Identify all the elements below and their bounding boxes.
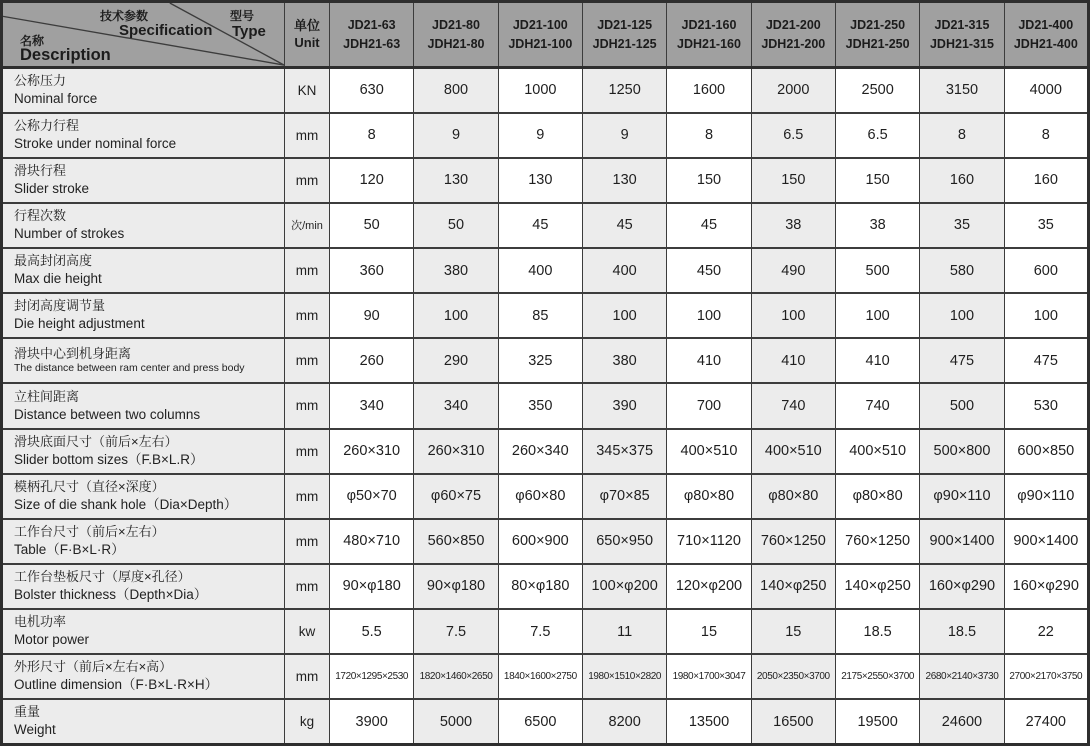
unit-cell: mm	[285, 519, 330, 564]
value-cell: 6500	[498, 699, 582, 744]
value-cell: 400×510	[835, 429, 919, 474]
row-label-zh: 公称力行程	[14, 117, 80, 133]
table-row	[2, 293, 1089, 338]
model-line1: JD21-63	[347, 18, 396, 33]
value-cell: 8	[1004, 113, 1088, 158]
row-label-en: Motor power	[14, 632, 90, 648]
value-cell: 400×510	[667, 429, 751, 474]
row-label-zh: 行程次数	[14, 208, 67, 224]
value-cell: 45	[582, 203, 666, 248]
value-cell: 11	[582, 609, 666, 654]
value-cell: 1820×1460×2650	[414, 654, 498, 699]
model-line1: JD21-125	[597, 18, 653, 33]
value-cell: 475	[1004, 338, 1088, 383]
value-cell: 160	[920, 158, 1004, 203]
type-label-zh: 型号	[230, 9, 255, 23]
value-cell: 120	[330, 158, 414, 203]
value-cell: 27400	[1004, 699, 1088, 744]
table-row	[2, 654, 1089, 699]
row-label	[2, 474, 285, 519]
unit-cell: mm	[285, 474, 330, 519]
table-row	[2, 158, 1089, 203]
model-line2: JDH21-63	[343, 36, 401, 51]
unit-label-zh: 单位	[293, 17, 320, 33]
value-cell: 710×1120	[667, 519, 751, 564]
value-cell: 100	[835, 293, 919, 338]
value-cell: 390	[582, 383, 666, 428]
model-line2: JDH21-250	[845, 36, 910, 51]
value-cell: 50	[414, 203, 498, 248]
value-cell: 260×340	[498, 429, 582, 474]
row-label	[2, 654, 285, 699]
value-cell: φ90×110	[920, 474, 1004, 519]
value-cell: 38	[751, 203, 835, 248]
value-cell: 530	[1004, 383, 1088, 428]
row-label-en: Table（F·B×L·R）	[14, 541, 125, 557]
value-cell: 5000	[414, 699, 498, 744]
unit-cell: mm	[285, 338, 330, 383]
value-cell: 740	[751, 383, 835, 428]
table-row	[2, 68, 1089, 113]
row-label	[2, 158, 285, 203]
value-cell: 410	[667, 338, 751, 383]
value-cell: 800	[414, 68, 498, 113]
value-cell: 100	[1004, 293, 1088, 338]
value-cell: 9	[498, 113, 582, 158]
row-label-zh: 模柄孔尺寸（直径×深度）	[14, 478, 165, 494]
value-cell: 600×900	[498, 519, 582, 564]
unit-cell: mm	[285, 564, 330, 609]
row-label	[2, 248, 285, 293]
value-cell: 85	[498, 293, 582, 338]
value-cell: 325	[498, 338, 582, 383]
model-line1: JD21-100	[512, 18, 568, 33]
model-line1: JD21-160	[681, 18, 737, 33]
value-cell: 50	[330, 203, 414, 248]
value-cell: 8	[667, 113, 751, 158]
row-label-zh: 工作台垫板尺寸（厚度×孔径）	[14, 569, 191, 585]
value-cell: 380	[414, 248, 498, 293]
row-label-en: Max die height	[14, 271, 102, 287]
value-cell: φ80×80	[667, 474, 751, 519]
value-cell: 480×710	[330, 519, 414, 564]
table-row	[2, 429, 1089, 474]
value-cell: 5.5	[330, 609, 414, 654]
row-label-en: Distance between two columns	[14, 406, 201, 422]
value-cell: 13500	[667, 699, 751, 744]
value-cell: 120×φ200	[667, 564, 751, 609]
value-cell: 15	[751, 609, 835, 654]
value-cell: φ70×85	[582, 474, 666, 519]
row-label-en: The distance between ram center and press body	[14, 362, 245, 375]
unit-cell: mm	[285, 429, 330, 474]
value-cell: 150	[835, 158, 919, 203]
value-cell: 3150	[920, 68, 1004, 113]
value-cell: 3900	[330, 699, 414, 744]
row-label-en: Outline dimension（F·B×L·R×H）	[14, 677, 219, 693]
value-cell: 900×1400	[920, 519, 1004, 564]
row-label	[2, 68, 285, 113]
row-label-zh: 外形尺寸（前后×左右×高）	[14, 659, 173, 675]
value-cell: 340	[330, 383, 414, 428]
value-cell: 100×φ200	[582, 564, 666, 609]
value-cell: 410	[751, 338, 835, 383]
unit-cell: KN	[285, 68, 330, 113]
value-cell: 80×φ180	[498, 564, 582, 609]
model-line2: JDH21-80	[427, 36, 485, 51]
value-cell: 18.5	[920, 609, 1004, 654]
unit-cell: mm	[285, 113, 330, 158]
model-line2: JDH21-125	[592, 36, 657, 51]
model-line1: JD21-200	[765, 18, 821, 33]
row-label-zh: 滑块底面尺寸（前后×左右）	[14, 433, 178, 449]
row-label-zh: 公称压力	[14, 73, 67, 89]
value-cell: 90×φ180	[330, 564, 414, 609]
row-label	[2, 293, 285, 338]
row-label-zh: 工作台尺寸（前后×左右）	[14, 524, 165, 540]
value-cell: 2000	[751, 68, 835, 113]
value-cell: 6.5	[751, 113, 835, 158]
table-row	[2, 474, 1089, 519]
value-cell: 22	[1004, 609, 1088, 654]
value-cell: 8	[330, 113, 414, 158]
value-cell: 760×1250	[835, 519, 919, 564]
value-cell: 400	[582, 248, 666, 293]
value-cell: 130	[582, 158, 666, 203]
value-cell: 1600	[667, 68, 751, 113]
value-cell: 16500	[751, 699, 835, 744]
value-cell: 1980×1700×3047	[667, 654, 751, 699]
row-label	[2, 519, 285, 564]
table-row	[2, 248, 1089, 293]
value-cell: 2175×2550×3700	[835, 654, 919, 699]
value-cell: 2500	[835, 68, 919, 113]
row-label-en: Number of strokes	[14, 226, 125, 242]
model-header-jd21-200	[751, 2, 835, 68]
value-cell: 340	[414, 383, 498, 428]
value-cell: 45	[667, 203, 751, 248]
unit-label-en: Unit	[294, 34, 320, 50]
row-label-en: Slider bottom sizes（F.B×L.R）	[14, 451, 204, 467]
model-line1: JD21-400	[1018, 18, 1074, 33]
table-row	[2, 338, 1089, 383]
row-label	[2, 113, 285, 158]
value-cell: 100	[414, 293, 498, 338]
row-label-en: Stroke under nominal force	[14, 135, 177, 151]
model-header-jd21-100	[498, 2, 582, 68]
spec-label-en: Specification	[119, 22, 213, 39]
value-cell: 410	[835, 338, 919, 383]
row-label-zh: 重量	[14, 704, 41, 720]
value-cell: 8200	[582, 699, 666, 744]
row-label	[2, 564, 285, 609]
model-line1: JD21-80	[432, 18, 480, 33]
value-cell: 100	[667, 293, 751, 338]
value-cell: 100	[582, 293, 666, 338]
row-label-zh: 最高封闭高度	[14, 253, 93, 269]
unit-cell: mm	[285, 654, 330, 699]
type-label-en: Type	[232, 23, 266, 40]
value-cell: 600×850	[1004, 429, 1088, 474]
row-label-zh: 立柱间距离	[14, 388, 80, 404]
value-cell: φ80×80	[835, 474, 919, 519]
value-cell: 260×310	[330, 429, 414, 474]
table-row	[2, 383, 1089, 428]
unit-cell: 次/min	[285, 203, 330, 248]
value-cell: 90×φ180	[414, 564, 498, 609]
model-line1: JD21-315	[934, 18, 990, 33]
model-line2: JDH21-400	[1013, 36, 1078, 51]
value-cell: 24600	[920, 699, 1004, 744]
value-cell: 500	[835, 248, 919, 293]
value-cell: 6.5	[835, 113, 919, 158]
value-cell: 350	[498, 383, 582, 428]
value-cell: 35	[920, 203, 1004, 248]
value-cell: 2050×2350×3700	[751, 654, 835, 699]
unit-cell: mm	[285, 293, 330, 338]
model-header-jd21-80	[414, 2, 498, 68]
unit-header-cell	[285, 2, 330, 68]
row-label	[2, 338, 285, 383]
value-cell: 150	[667, 158, 751, 203]
value-cell: 450	[667, 248, 751, 293]
value-cell: 45	[498, 203, 582, 248]
value-cell: φ80×80	[751, 474, 835, 519]
value-cell: 7.5	[498, 609, 582, 654]
value-cell: 400×510	[751, 429, 835, 474]
model-line2: JDH21-100	[508, 36, 573, 51]
corner-header-cell	[2, 2, 285, 68]
model-header-jd21-250	[835, 2, 919, 68]
value-cell: 1980×1510×2820	[582, 654, 666, 699]
row-label-zh: 电机功率	[14, 614, 67, 630]
unit-cell: kw	[285, 609, 330, 654]
value-cell: 7.5	[414, 609, 498, 654]
value-cell: 260	[330, 338, 414, 383]
value-cell: 760×1250	[751, 519, 835, 564]
value-cell: 630	[330, 68, 414, 113]
value-cell: 2700×2170×3750	[1004, 654, 1088, 699]
value-cell: 18.5	[835, 609, 919, 654]
value-cell: 260×310	[414, 429, 498, 474]
value-cell: φ90×110	[1004, 474, 1088, 519]
value-cell: 600	[1004, 248, 1088, 293]
value-cell: 650×950	[582, 519, 666, 564]
value-cell: 150	[751, 158, 835, 203]
model-header-jd21-63	[330, 2, 414, 68]
value-cell: 1840×1600×2750	[498, 654, 582, 699]
model-line1: JD21-250	[850, 18, 906, 33]
value-cell: 9	[582, 113, 666, 158]
row-label	[2, 429, 285, 474]
row-label-en: Die height adjustment	[14, 316, 145, 332]
description-label-en: Description	[20, 46, 111, 64]
description-label-zh: 名称	[20, 34, 45, 48]
unit-cell: kg	[285, 699, 330, 744]
row-label-en: Slider stroke	[14, 180, 90, 196]
table-header	[2, 2, 1089, 68]
table-row	[2, 113, 1089, 158]
value-cell: 1250	[582, 68, 666, 113]
value-cell: 560×850	[414, 519, 498, 564]
value-cell: φ60×75	[414, 474, 498, 519]
row-label-en: Size of die shank hole（Dia×Depth）	[14, 496, 238, 512]
value-cell: 360	[330, 248, 414, 293]
value-cell: 8	[920, 113, 1004, 158]
spec-label-zh: 技术参数	[100, 9, 149, 23]
value-cell: 130	[414, 158, 498, 203]
table-row	[2, 609, 1089, 654]
value-cell: 35	[1004, 203, 1088, 248]
value-cell: φ60×80	[498, 474, 582, 519]
value-cell: φ50×70	[330, 474, 414, 519]
row-label-zh: 滑块行程	[14, 163, 67, 179]
model-line2: JDH21-315	[929, 36, 994, 51]
row-label	[2, 609, 285, 654]
model-line2: JDH21-200	[761, 36, 826, 51]
table-row	[2, 699, 1089, 744]
value-cell: 740	[835, 383, 919, 428]
value-cell: 100	[920, 293, 1004, 338]
row-label-zh: 封闭高度调节量	[14, 298, 106, 314]
value-cell: 4000	[1004, 68, 1088, 113]
value-cell: 400	[498, 248, 582, 293]
value-cell: 580	[920, 248, 1004, 293]
table-row	[2, 519, 1089, 564]
value-cell: 700	[667, 383, 751, 428]
model-header-jd21-315	[920, 2, 1004, 68]
value-cell: 130	[498, 158, 582, 203]
value-cell: 140×φ250	[751, 564, 835, 609]
value-cell: 500	[920, 383, 1004, 428]
unit-cell: mm	[285, 158, 330, 203]
value-cell: 500×800	[920, 429, 1004, 474]
value-cell: 19500	[835, 699, 919, 744]
value-cell: 90	[330, 293, 414, 338]
value-cell: 140×φ250	[835, 564, 919, 609]
value-cell: 475	[920, 338, 1004, 383]
model-header-jd21-400	[1004, 2, 1088, 68]
value-cell: 1000	[498, 68, 582, 113]
value-cell: 160	[1004, 158, 1088, 203]
value-cell: 290	[414, 338, 498, 383]
value-cell: 380	[582, 338, 666, 383]
unit-cell: mm	[285, 248, 330, 293]
table-row	[2, 203, 1089, 248]
value-cell: 160×φ290	[920, 564, 1004, 609]
header-row	[2, 2, 1089, 68]
row-label	[2, 203, 285, 248]
row-label-en: Nominal force	[14, 90, 98, 106]
row-label-en: Weight	[14, 722, 56, 738]
value-cell: 100	[751, 293, 835, 338]
table-body	[2, 68, 1089, 745]
value-cell: 2680×2140×3730	[920, 654, 1004, 699]
value-cell: 345×375	[582, 429, 666, 474]
value-cell: 900×1400	[1004, 519, 1088, 564]
model-header-jd21-160	[667, 2, 751, 68]
value-cell: 490	[751, 248, 835, 293]
value-cell: 160×φ290	[1004, 564, 1088, 609]
model-header-jd21-125	[582, 2, 666, 68]
value-cell: 1720×1295×2530	[330, 654, 414, 699]
value-cell: 9	[414, 113, 498, 158]
row-label-en: Bolster thickness（Depth×Dia）	[14, 587, 208, 603]
unit-cell: mm	[285, 383, 330, 428]
row-label	[2, 699, 285, 744]
value-cell: 15	[667, 609, 751, 654]
value-cell: 38	[835, 203, 919, 248]
row-label-zh: 滑块中心到机身距离	[14, 345, 132, 361]
model-line2: JDH21-160	[677, 36, 741, 51]
row-label	[2, 383, 285, 428]
table-row	[2, 564, 1089, 609]
